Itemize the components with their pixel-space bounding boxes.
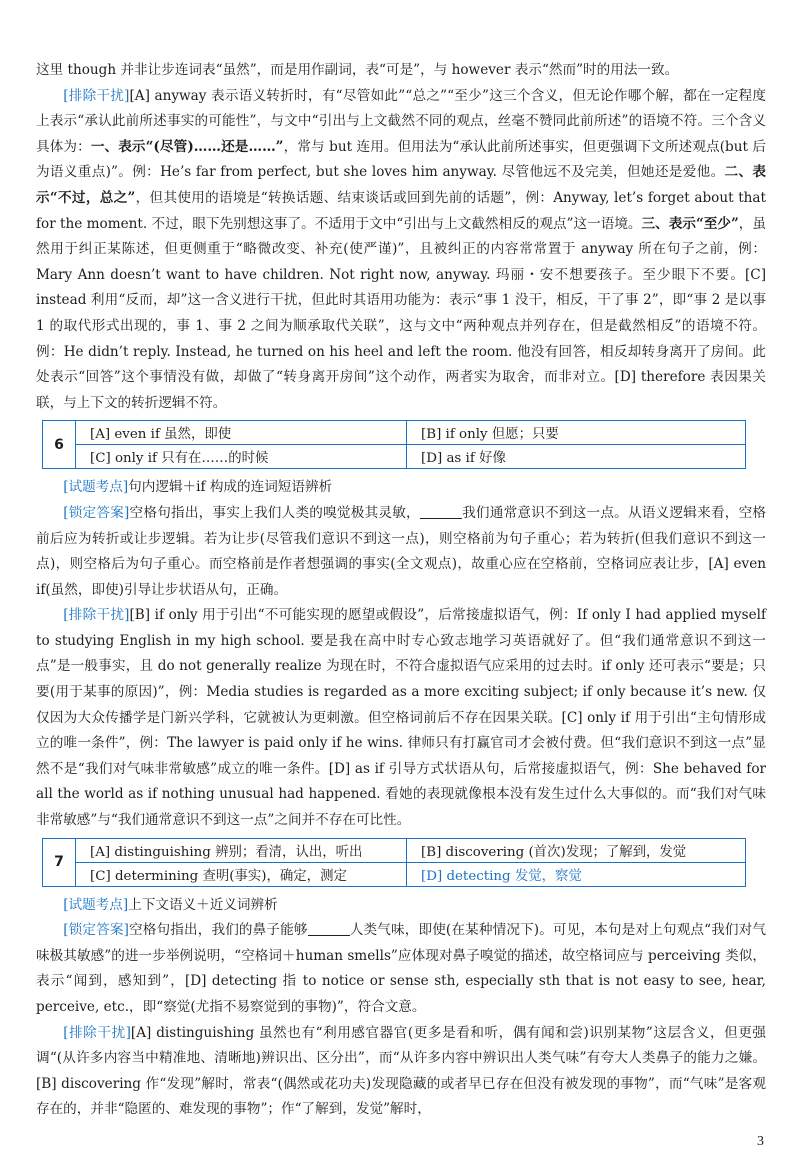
intro-paragraph: 这里 though 并非让步连词表“虽然”，而是用作副词，表“可是”，与 however 表示“然而”时的用法一致。 — [36, 62, 679, 78]
q6-option-b: [B] if only 但愿；只要 — [407, 421, 746, 445]
q6-number: 6 — [43, 421, 76, 469]
q6-test-point: [试题考点]句内逻辑＋if 构成的连词短语辨析 — [63, 479, 333, 496]
q6-answer-paragraph: [锁定答案]空格句指出，事实上我们人类的嗅觉极其灵敏， 我们通常意识不到这一点。从语义逻辑来看，空格前后应为转折或让步逻辑。若为让步(尽管我们意识不到这一点)，则空格前为句子重心；若为转折(但我们意识不到这一点)，则空格后为句子重心。而空格前是作者想强调的事实(全文观点)，故重心应在空格前，空格词应表让步，[A] even if(虽然，即使)引导让步状语从句，正确。 — [36, 504, 767, 598]
q5-distractor-paragraph: [排除干扰][A] anyway 表示语义转折时，有“尽管如此”“总之”“至少”这三个含义，但无论作哪个解，都在一定程度上表示“承认此前所述事实的可能性”，与文中“引出与上文截然不同的观点，丝毫不赞同此前所述”的语境不符。三个含义具体为：一、表示“(尽管)……还是……”，常与 but 连用。但用法为“承认此前所述事实，但更强调下文所述观点(but 后为语义重点)”。例：He’s far from perfect, but she loves him anyway. 尽管他远不及完美，但她还是爱他。二、表示“不过，总之”，但其使用的语境是“转换话题、结束谈话或回到先前的话题”，例：Anyway, let’s forget about that for the moment. 不过，眼下先别想这事了。不适用于文中“引出与上文截然相反的观点”这一语境。三、表示“至少”，虽然用于纠正某陈述，但更侧重于“略微改变、补充(使严谨)”，且被纠正的内容常常置于 anyway 所在句子之前，例：Mary Ann doesn’t want to have children. Not right now, anyway. 玛丽・安不想要孩子。至少眼下不要。[C] instead 利用“反而，却”这一含义进行干扰，但此时其语用功能为：表示“事 1 没干，相反，干了事 2”，即“事 2 是以事 1 的取代形式出现的，事 1、事 2 之间为顺承取代关联”，这与文中“两种观点并列存在，但是截然相反”的语境不符。例：He didn’t reply. Instead, he turned on his heel and left the room. 他没有回答，相反却转身离开了房间。此处表示“回答”这个事情没有做，却做了“转身离开房间”这个动作，两者实为取舍，而非对立。[D] therefore 表因果关联，与上下文的转折逻辑不符。 — [36, 87, 767, 411]
q7-option-b: [B] discovering (首次)发现；了解到，发觉 — [407, 838, 746, 862]
q6-option-c: [C] only if 只有在……的时候 — [76, 445, 407, 469]
q7-answer-paragraph: [锁定答案]空格句指出，我们的鼻子能够 人类气味，即使(在某种情况下)。可见，本句是对上句观点“我们对气味极其敏感”的进一步举例说明，“空格词＋human smells”应体现对鼻子嗅觉的描述，故空格词应与 perceiving 类似，表示“闻到，感知到”，[D] detecting 指 to notice or sense sth, especially sth that is not easy to see, hear, perceive, etc.，即“察觉(尤指不易察觉到的事物)”，符合文意。 — [36, 922, 766, 1015]
answer-blank — [308, 922, 350, 937]
distractor-label: [排除干扰] — [63, 87, 130, 104]
q7-option-d: [D] detecting 发觉，察觉 — [407, 862, 746, 886]
q6-option-d: [D] as if 好像 — [407, 445, 746, 469]
q7-option-a: [A] distinguishing 辨别；看清，认出，听出 — [76, 838, 407, 862]
q7-test-point: [试题考点]上下文语义＋近义词辨析 — [63, 896, 278, 913]
q6-distractor-paragraph: [排除干扰][B] if only 用于引出“不可能实现的愿望或假设”，后常接虚拟语气，例：If only I had applied myself to studying English in my high school. 要是我在高中时专心致志地学习英语就好了。但“我们通常意识不到这一点”是一般事实，且 do not generally realize 为现在时，不符合虚拟语气应采用的过去时。if only 还可表示“要是；只要(用于某事的原因)”，例：Media studies is regarded as a more exciting subject; if only because it’s new. 仅仅因为大众传播学是门新兴学科，它就被认为更刺激。但空格词前后不存在因果关联。[C] only if 用于引出“主句情形成立的唯一条件”，例：The lawyer is paid only if he wins. 律师只有打赢官司才会被付费。但“我们意识不到这一点”显然不是“我们对气味非常敏感”成立的唯一条件。[D] as if 引导方式状语从句，后常接虚拟语气，例：She behaved for all the world as if nothing unusual had happened. 看她的表现就像根本没有发生过什么大事似的。而“我们对气味非常敏感”与“我们通常意识不到这一点”之间并不存在可比性。 — [36, 607, 766, 829]
q6-option-a: [A] even if 虽然，即使 — [76, 421, 407, 445]
answer-blank — [420, 504, 462, 519]
q7-distractor-paragraph: [排除干扰][A] distinguishing 虽然也有“利用感官器官(更多是看和听，偶有闻和尝)识别某物”这层含义，但更强调“(从许多内容当中精准地、清晰地)辨识出、区分出”，而“从许多内容中辨识出人类气味”有夸大人类鼻子的能力之嫌。[B] discovering 作“发现”解时，常表“(偶然或花功夫)发现隐藏的或者早已存在但没有被发现的事物”，而“气味”是客观存在的，并非“隐匿的、难发现的事物”；作“了解到，发觉”解时， — [36, 1024, 767, 1118]
q7-number: 7 — [43, 838, 76, 886]
page-number: 3 — [757, 1134, 764, 1149]
q6-options-table — [42, 420, 746, 469]
page-content — [36, 58, 766, 1123]
q7-option-c: [C] determining 查明(事实)，确定，测定 — [76, 862, 407, 886]
q7-options-table — [42, 838, 746, 887]
